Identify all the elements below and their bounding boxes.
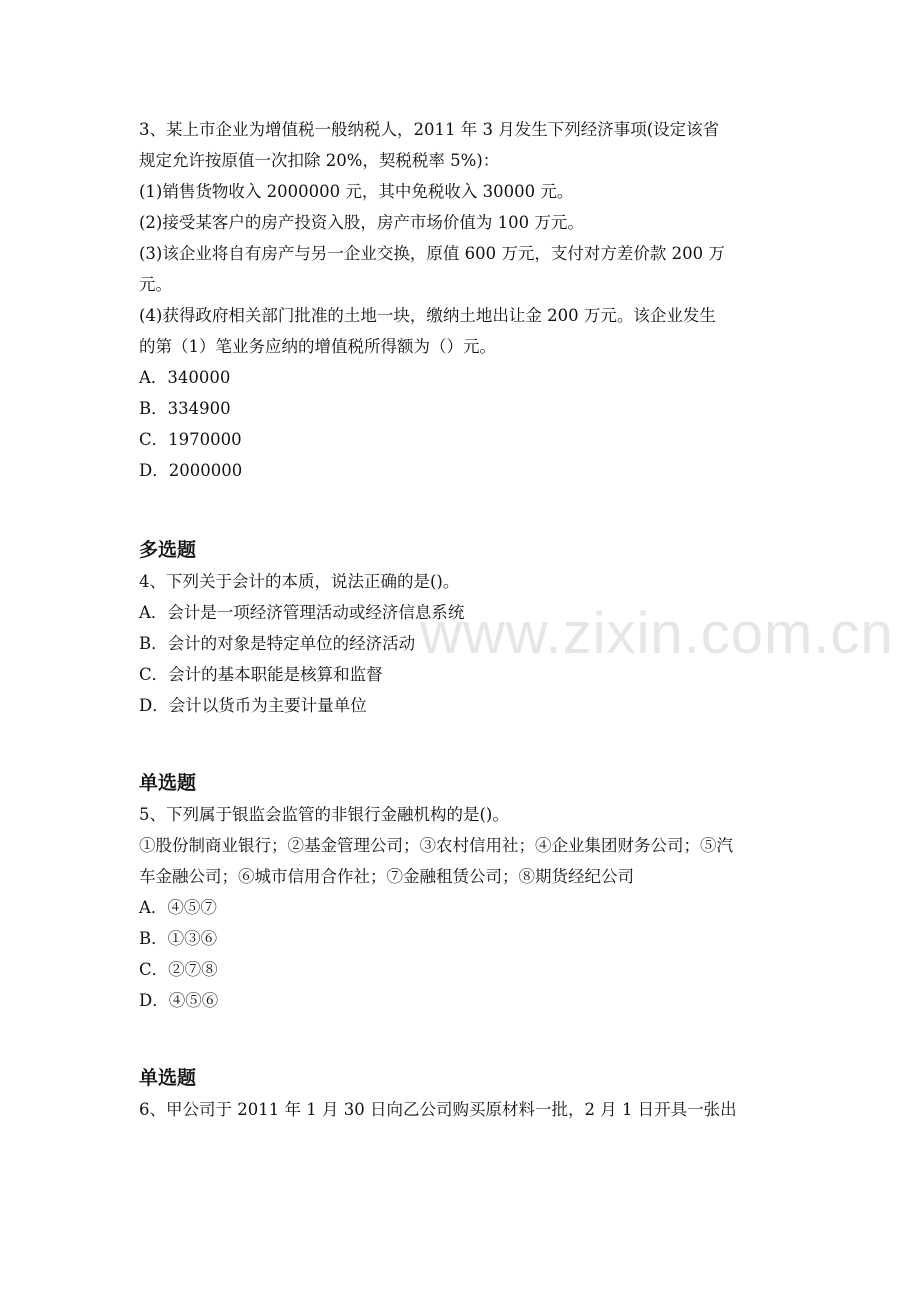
question-3-item-2: (2)接受某客户的房产投资入股，房产市场价值为 100 万元。 bbox=[139, 213, 584, 232]
question-4 bbox=[139, 534, 784, 721]
spacer bbox=[139, 486, 784, 534]
question-5-option-b: B．①③⑥ bbox=[139, 929, 218, 948]
section-heading: 多选题 bbox=[139, 539, 197, 561]
spacer bbox=[139, 1016, 784, 1062]
question-4-option-b: B．会计的对象是特定单位的经济活动 bbox=[139, 634, 416, 653]
section-heading: 单选题 bbox=[139, 772, 197, 794]
question-5-stem: 5、下列属于银监会监管的非银行金融机构的是()。 bbox=[139, 805, 509, 824]
question-3-item-4: (4)获得政府相关部门批准的土地一块，缴纳土地出让金 200 万元。该企业发生 bbox=[139, 306, 716, 325]
question-5-option-c: C．②⑦⑧ bbox=[139, 960, 218, 979]
question-5-option-d: D．④⑤⑥ bbox=[139, 991, 219, 1010]
question-4-option-a: A．会计是一项经济管理活动或经济信息系统 bbox=[139, 603, 465, 622]
question-4-option-c: C．会计的基本职能是核算和监督 bbox=[139, 665, 383, 684]
question-5-list-line-2: 车金融公司；⑥城市信用合作社；⑦金融租赁公司；⑧期货经纪公司 bbox=[139, 867, 634, 886]
question-5-option-a: A．④⑤⑦ bbox=[139, 898, 217, 917]
question-3-stem-line-2: 规定允许按原值一次扣除 20%，契税税率 5%)： bbox=[139, 151, 500, 170]
question-3-stem-line-1: 3、某上市企业为增值税一般纳税人，2011 年 3 月发生下列经济事项(设定该省 bbox=[139, 120, 720, 139]
question-3-option-d: D．2000000 bbox=[139, 461, 243, 480]
question-4-option-d: D．会计以货币为主要计量单位 bbox=[139, 696, 367, 715]
question-3-option-b: B．334900 bbox=[139, 399, 231, 418]
question-5 bbox=[139, 767, 784, 1016]
question-4-stem: 4、下列关于会计的本质，说法正确的是()。 bbox=[139, 572, 460, 591]
question-6 bbox=[139, 1062, 784, 1125]
question-3-item-1: (1)销售货物收入 2000000 元，其中免税收入 30000 元。 bbox=[139, 182, 574, 201]
watermark: www.zixin.com.cn bbox=[420, 601, 894, 666]
document-body bbox=[139, 114, 784, 1125]
question-3-option-c: C．1970000 bbox=[139, 430, 242, 449]
question-3-item-3-cont: 元。 bbox=[139, 275, 172, 294]
question-5-list-line-1: ①股份制商业银行；②基金管理公司；③农村信用社；④企业集团财务公司；⑤汽 bbox=[139, 836, 733, 855]
question-3-item-4-cont: 的第（1）笔业务应纳的增值税所得额为（）元。 bbox=[139, 337, 496, 356]
question-3-item-3: (3)该企业将自有房产与另一企业交换，原值 600 万元，支付对方差价款 200 万 bbox=[139, 244, 725, 263]
question-6-stem: 6、甲公司于 2011 年 1 月 30 日向乙公司购买原材料一批，2 月 1 日开具一张出 bbox=[139, 1100, 737, 1119]
question-3-option-a: A．340000 bbox=[139, 368, 231, 387]
spacer bbox=[139, 721, 784, 767]
section-heading: 单选题 bbox=[139, 1067, 197, 1089]
question-3 bbox=[139, 114, 784, 486]
